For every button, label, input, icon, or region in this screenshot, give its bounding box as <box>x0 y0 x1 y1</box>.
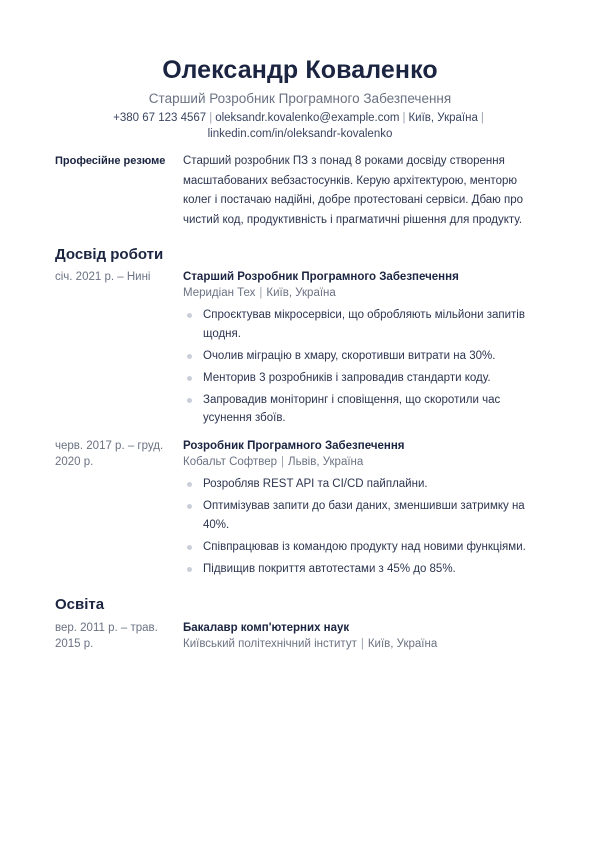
phone-text: +380 67 123 4567 <box>113 112 207 124</box>
job-location: Львів, Україна <box>288 456 364 468</box>
bullet-item <box>183 497 545 534</box>
bullet-item <box>183 538 545 557</box>
education-entry <box>55 620 545 652</box>
contact-line <box>90 111 510 142</box>
job-role: Старший Розробник Програмного Забезпечення <box>183 271 459 283</box>
separator: | <box>360 638 364 650</box>
candidate-name: Олександр Коваленко <box>162 56 438 84</box>
education-dates: вер. 2011 р. – трав. 2015 р. <box>55 622 158 650</box>
bullet-text: Очолив міграцію в хмару, скоротивши витрати на 30%. <box>203 349 496 362</box>
job-company: Меридіан Тех <box>183 287 256 299</box>
linkedin-link[interactable]: linkedin.com/in/oleksandr-kovalenko <box>207 127 393 140</box>
education-degree: Бакалавр комп'ютерних наук <box>183 622 350 634</box>
location-text: Київ, Україна <box>408 112 478 124</box>
email-link[interactable]: oleksandr.kovalenko@example.com <box>215 112 400 124</box>
summary-section <box>55 152 545 230</box>
bullet-dot <box>187 545 192 550</box>
education-org <box>183 636 545 652</box>
bullet-dot <box>187 313 192 318</box>
job-entry <box>55 438 545 582</box>
job-company: Кобальт Софтвер <box>183 456 278 468</box>
separator: | <box>402 112 406 124</box>
education-heading: Освіта <box>55 596 105 613</box>
bullet-dot <box>187 504 192 509</box>
resume-header <box>0 0 600 142</box>
bullet-dot <box>187 376 192 381</box>
bullet-text: Підвищив покриття автотестами з 45% до 85%. <box>203 562 456 575</box>
bullet-dot <box>187 398 192 403</box>
bullet-item <box>183 391 545 428</box>
bullet-text: Запровадив моніторинг і сповіщення, що скоротили час усунення збоїв. <box>203 393 501 424</box>
job-dates: черв. 2017 р. – груд. 2020 р. <box>55 440 164 468</box>
education-institution: Київський політехнічний інститут <box>183 638 357 650</box>
bullet-item <box>183 306 545 343</box>
experience-heading: Досвід роботи <box>55 246 164 263</box>
bullet-item <box>183 369 545 388</box>
job-org <box>183 454 545 470</box>
separator: | <box>259 287 263 299</box>
separator: | <box>209 112 213 124</box>
summary-text: Старший розробник ПЗ з понад 8 роками досвіду створення масштабованих вебзастосунків. Керую архітектурою, менторю колег і постачаю надійні, добре протестовані сервіси. Дбаю про чистий код, продуктивність і прагматичні рішення для продукту. <box>183 155 523 226</box>
job-dates: січ. 2021 р. – Нині <box>55 271 151 283</box>
bullet-dot <box>187 482 192 487</box>
bullet-text: Спроєктував мікросервіси, що обробляють мільйони запитів щодня. <box>203 309 525 340</box>
job-bullets <box>183 475 545 578</box>
candidate-title: Старший Розробник Програмного Забезпечення <box>148 91 452 106</box>
summary-label: Професійне резюме <box>55 155 166 167</box>
job-body <box>183 438 545 582</box>
separator: | <box>281 456 285 468</box>
bullet-dot <box>187 567 192 572</box>
bullet-item <box>183 560 545 579</box>
job-location: Київ, Україна <box>266 287 336 299</box>
bullet-text: Співпрацював із командою продукту над новими функціями. <box>203 540 526 553</box>
education-location: Київ, Україна <box>367 638 438 650</box>
bullet-dot <box>187 354 192 359</box>
bullet-text: Менторив 3 розробників і запровадив стандарти коду. <box>203 371 491 384</box>
bullet-text: Розробляв REST API та CI/CD пайплайни. <box>203 478 428 490</box>
job-org <box>183 285 545 301</box>
separator: | <box>480 112 484 124</box>
job-body <box>183 269 545 431</box>
bullet-item <box>183 475 545 494</box>
job-entry <box>55 269 545 431</box>
education-body <box>183 620 545 652</box>
bullet-text: Оптимізував запити до бази даних, зменшивши затримку на 40%. <box>203 500 525 531</box>
job-bullets <box>183 306 545 428</box>
bullet-item <box>183 347 545 366</box>
job-role: Розробник Програмного Забезпечення <box>183 440 405 452</box>
